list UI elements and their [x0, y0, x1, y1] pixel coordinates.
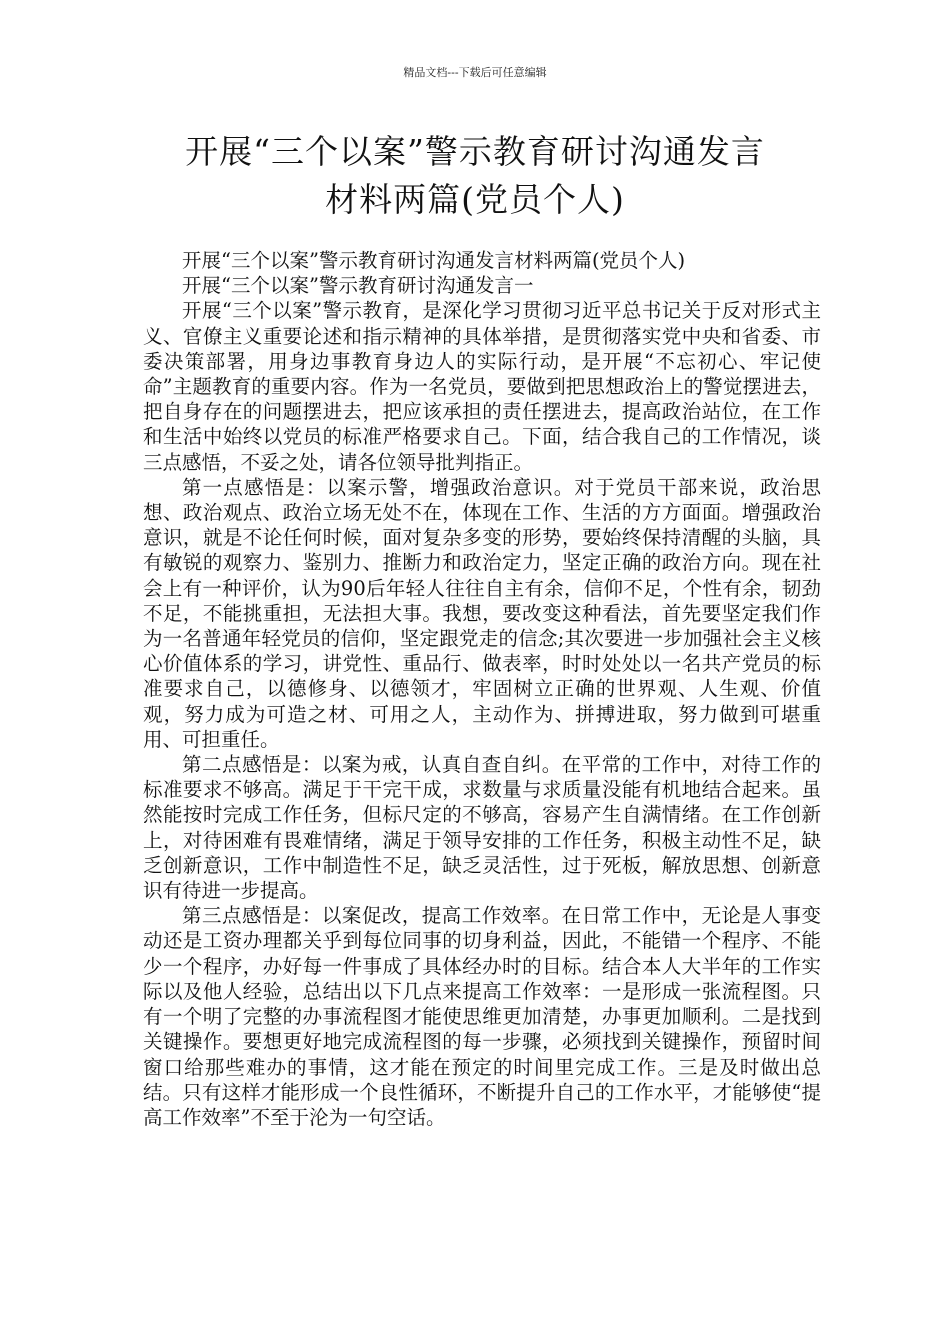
body-paragraph: 第三点感悟是：以案促改，提高工作效率。在日常工作中，无论是人事变动还是工资办理都关乎到每位同事的切身利益，因此，不能错一个程序、不能少一个程序，办好每一件事成了具体经办时的目标。结合本人大半年的工作实际以及他人经验，总结出以下几点来提高工作效率：一是形成一张流程图。只有一个明了完整的办事流程图才能使思维更加清楚，办事更加顺利。二是找到关键操作。要想更好地完成流程图的每一步骤，必须找到关键操作，预留时间窗口给那些难办的事情，这才能在预定的时间里完成工作。三是及时做出总结。只有这样才能形成一个良性循环，不断提升自己的工作水平，才能够使“提高工作效率”不至于沦为一句空话。: [143, 904, 821, 1129]
title-line-1: 开展“三个以案”警示教育研讨沟通发言: [185, 132, 765, 171]
body-paragraph: 开展“三个以案”警示教育研讨沟通发言材料两篇(党员个人): [182, 249, 686, 272]
document-title: [100, 128, 850, 224]
body-paragraph: 开展“三个以案”警示教育研讨沟通发言一: [182, 274, 534, 298]
body-paragraph: 第二点感悟是：以案为戒，认真自查自纠。在平常的工作中，对待工作的标准要求不够高。满足于干完干成，求数量与求质量没能有机地结合起来。虽然能按时完成工作任务，但标尺定的不够高，容易产生自满情绪。在工作创新上，对待困难有畏难情绪，满足于领导安排的工作任务，积极主动性不足，缺乏创新意识，工作中制造性不足，缺乏灵活性，过于死板，解放思想、创新意识有待进一步提高。: [143, 753, 821, 903]
document-body: [143, 248, 821, 1130]
title-line-2: 材料两篇(党员个人): [325, 180, 625, 219]
body-paragraph: 开展“三个以案”警示教育，是深化学习贯彻习近平总书记关于反对形式主义、官僚主义重要论述和指示精神的具体举措，是贯彻落实党中央和省委、市委决策部署，用身边事教育身边人的实际行动，是开展“不忘初心、牢记使命”主题教育的重要内容。作为一名党员，要做到把思想政治上的警觉摆进去，把自身存在的问题摆进去，把应该承担的责任摆进去，提高政治站位，在工作和生活中始终以党员的标准严格要求自己。下面，结合我自己的工作情况，谈三点感悟，不妥之处，请各位领导批判指正。: [143, 299, 821, 474]
body-paragraph: 第一点感悟是：以案示警，增强政治意识。对于党员干部来说，政治思想、政治观点、政治立场无处不在，体现在工作、生活的方方面面。增强政治意识，就是不论任何时候，面对复杂多变的形势，要始终保持清醒的头脑，具有敏锐的观察力、鉴别力、推断力和政治定力，坚定正确的政治方向。现在社会上有一种评价，认为90后年轻人往往自主有余，信仰不足，个性有余，韧劲不足，不能挑重担，无法担大事。我想，要改变这种看法，首先要坚定我们作为一名普通年轻党员的信仰，坚定跟党走的信念;其次要进一步加强社会主义核心价值体系的学习，讲党性、重品行、做表率，时时处处以一名共产党员的标准要求自己，以德修身、以德领才，牢固树立正确的世界观、人生观、价值观，努力成为可造之材、可用之人，主动作为、拼搏进取，努力做到可堪重用、可担重任。: [143, 475, 821, 751]
header-note: 精品文档---下载后可任意编辑: [403, 66, 547, 79]
